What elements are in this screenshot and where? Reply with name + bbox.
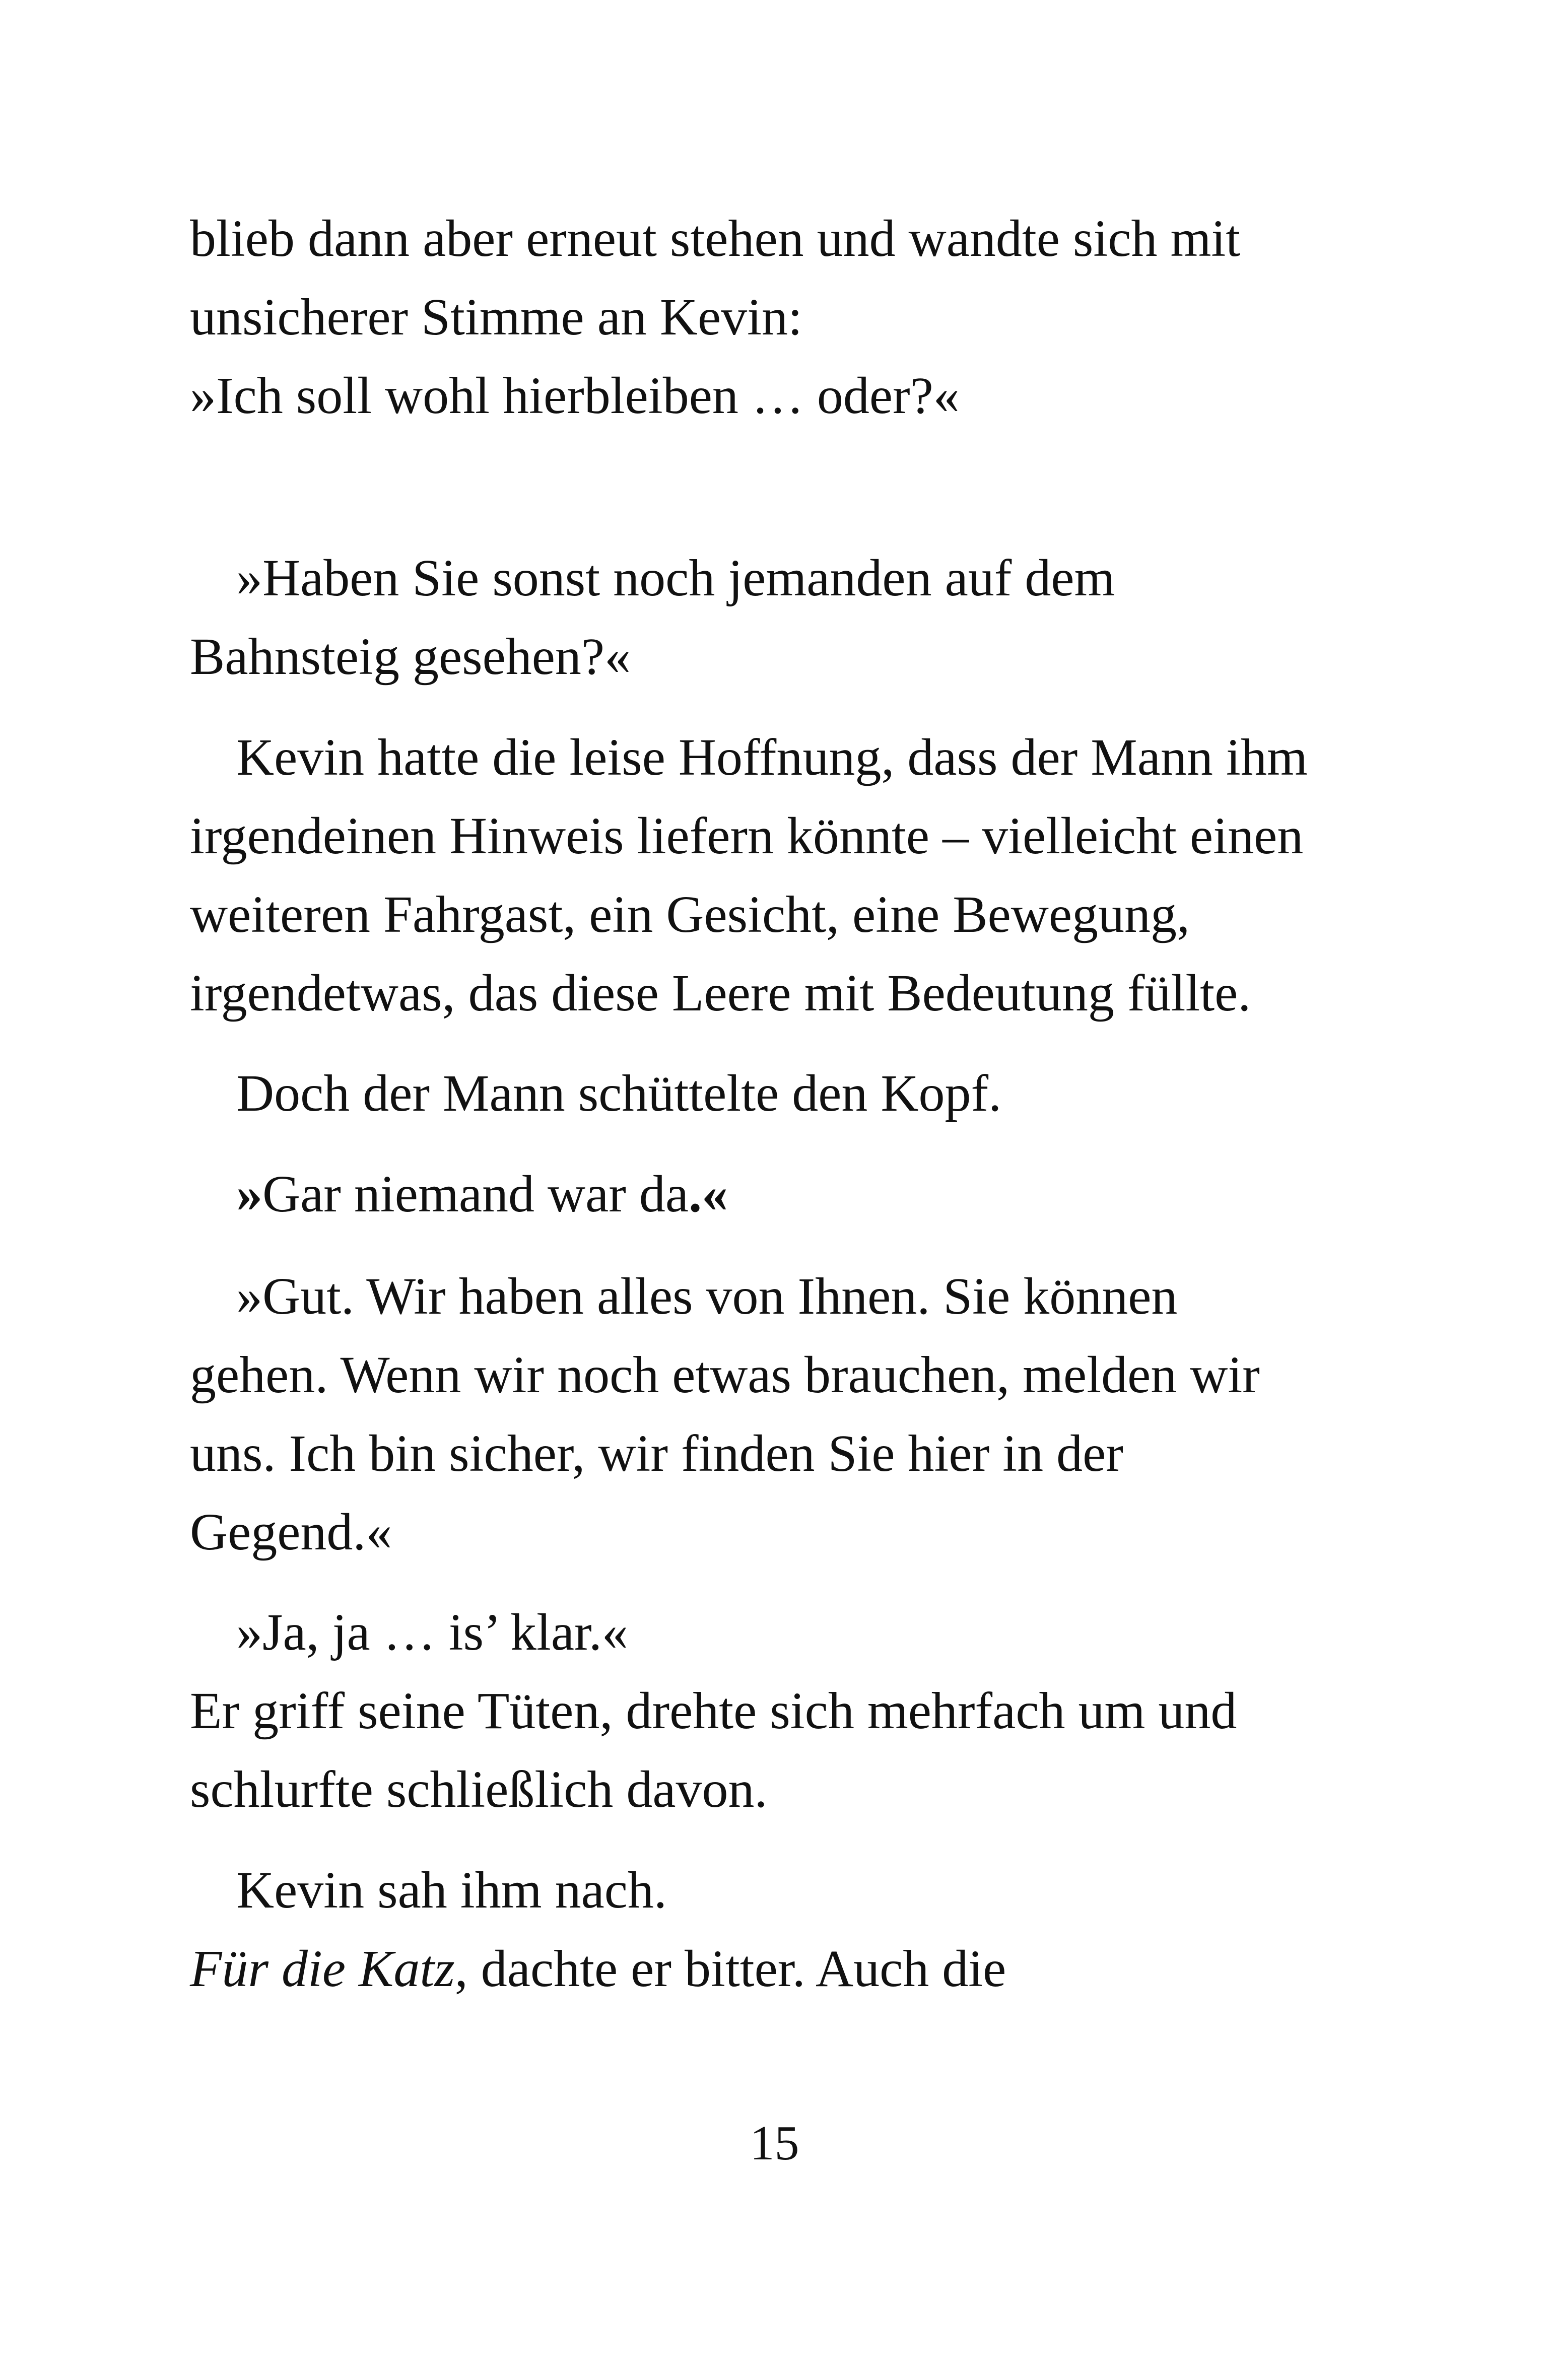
text-line-12: »Gut. Wir haben alles von Ihnen. Sie können [236,1267,1178,1325]
text-line-16: »Ja, ja … is’ klar.« [236,1603,628,1661]
text-line-7: irgendeinen Hinweis liefern könnte – vielleicht einen [190,807,1304,865]
text-line-2: unsicherer Stimme an Kevin: [190,288,802,346]
text-line-3: »Ich soll wohl hierbleiben … oder?« [190,367,960,425]
text-line-20 [190,1930,1006,2008]
text-line-14: uns. Ich bin sicher, wir finden Sie hier in der [190,1424,1123,1482]
text-line-17: Er griff seine Tüten, drehte sich mehrfach um und [190,1682,1237,1740]
text-line-9: irgendetwas, das diese Leere mit Bedeutung füllte. [190,964,1251,1022]
text-line-15: Gegend.« [190,1503,392,1561]
text-line-4: »Haben Sie sonst noch jemanden auf dem [236,549,1115,607]
text-line-19: Kevin sah ihm nach. [236,1861,667,1919]
quote-close-mark: .« [689,1165,728,1223]
quote-text: Gar niemand war da [262,1165,689,1223]
text-line-10: Doch der Mann schüttelte den Kopf. [236,1064,1002,1122]
text-line-5: Bahnsteig gesehen?« [190,628,631,686]
italic-phrase: Für die Katz [190,1940,455,1998]
page-number: 15 [750,2116,799,2170]
quote-open-mark: » [236,1165,262,1223]
line-tail: , dachte er bitter. Auch die [454,1940,1006,1998]
text-line-1: blieb dann aber erneut stehen und wandte sich mit [190,210,1241,267]
text-line-8: weiteren Fahrgast, ein Gesicht, eine Bewegung, [190,886,1190,943]
text-line-6: Kevin hatte die leise Hoffnung, dass der Mann ihm [236,728,1308,786]
text-line-11 [236,1155,728,1234]
text-line-13: gehen. Wenn wir noch etwas brauchen, melden wir [190,1346,1260,1404]
text-line-18: schlurfte schließlich davon. [190,1760,768,1818]
